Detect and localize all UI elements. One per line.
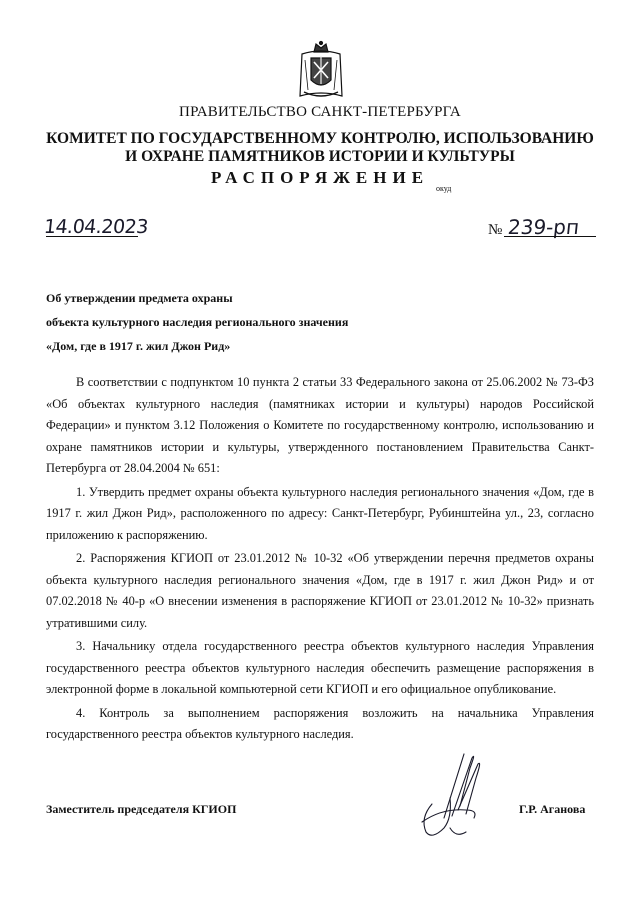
okud-label: окуд <box>436 184 452 193</box>
item-1-paragraph: 1. Утвердить предмет охраны объекта культурного наследия регионального значения «Дом, где в 1917 г. жил Джон Рид», расположенного по адресу: Санкт-Петербург, Рубинштейна ул., 23, согласно приложению к распоряжению. <box>46 484 594 542</box>
document-number: 239-рп <box>506 215 581 239</box>
number-underline <box>504 236 596 237</box>
government-title: ПРАВИТЕЛЬСТВО САНКТ-ПЕТЕРБУРГА <box>179 104 461 120</box>
item-3-paragraph: 3. Начальнику отдела государственного реестра объектов культурного наследия Управления государственного реестра объектов культурного наследия обеспечить размещение распоряжения в электронной форме в локальной компьютерной сети КГИОП и его официальное опубликование. <box>46 639 594 696</box>
handwritten-signature-icon <box>392 748 502 858</box>
document-date: 14.04.2023 <box>42 216 149 238</box>
document-body <box>46 372 594 748</box>
preamble-paragraph: В соответствии с подпунктом 10 пункта 2 статьи 33 Федерального закона от 25.06.2002 № 73-ФЗ «Об объектах культурного наследия (памятниках истории и культуры) народов Российской Федерации» и пунктом 3.12 Положения о Комитете по государственному контролю, использованию и охране памятников истории и культуры, утвержденного постановлением Правительства Санкт-Петербурга от 28.04.2004 № 651: <box>46 375 594 475</box>
committee-title <box>0 130 640 166</box>
document-type: РАСПОРЯЖЕНИЕ <box>210 168 430 187</box>
committee-title-line1: КОМИТЕТ ПО ГОСУДАРСТВЕННОМУ КОНТРОЛЮ, ИСПОЛЬЗОВАНИЮ <box>46 130 594 147</box>
subject-line2: объекта культурного наследия регионального значения <box>46 315 349 329</box>
date-underline <box>46 236 138 237</box>
item-4-paragraph: 4. Контроль за выполнением распоряжения возложить на начальника Управления государственного реестра объектов культурного наследия. <box>46 705 594 741</box>
subject-line1: Об утверждении предмета охраны <box>46 291 233 305</box>
signatory-title: Заместитель председателя КГИОП <box>46 802 237 816</box>
committee-title-line2: И ОХРАНЕ ПАМЯТНИКОВ ИСТОРИИ И КУЛЬТУРЫ <box>125 148 515 165</box>
signatory-name: Г.Р. Аганова <box>519 802 586 816</box>
document-subject <box>46 286 348 358</box>
number-label: № <box>488 222 503 238</box>
saint-petersburg-coat-of-arms-icon <box>296 40 346 102</box>
subject-line3: «Дом, где в 1917 г. жил Джон Рид» <box>46 339 231 353</box>
item-2-paragraph: 2. Распоряжения КГИОП от 23.01.2012 № 10-32 «Об утверждении перечня предметов охраны объекта культурного наследия регионального значения «Дом, где в 1917 г. жил Джон Рид» и от 07.02.2018 № 40-р «О внесении изменения в распоряжение КГИОП от 23.01.2012 № 10-32» признать утратившими силу. <box>46 551 594 630</box>
